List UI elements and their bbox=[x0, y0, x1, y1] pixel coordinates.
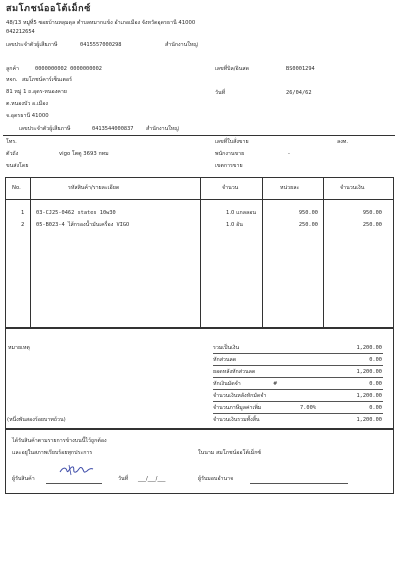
col-divider-4 bbox=[323, 177, 324, 328]
vehicle-label: ตัวถัง bbox=[6, 151, 19, 157]
customer-tax-label: เลขประจำตัวผู้เสียภาษี bbox=[19, 126, 71, 132]
receiver-label: ผู้รับสินค้า bbox=[12, 476, 35, 482]
after-discount-underline bbox=[213, 377, 383, 378]
header-no: No. bbox=[12, 185, 21, 191]
header-unit-price: หน่วยละ bbox=[280, 185, 300, 191]
row-1-unit-price: 950.00 bbox=[298, 210, 318, 216]
row-2-description: 05-B023-4 ไส้กรองน้ำมันเครื่อง VIGO bbox=[36, 222, 130, 228]
grand-total-value: 1,200.00 bbox=[356, 417, 382, 423]
receipt-note-line-2: และอยู่ในสภาพเรียบร้อยทุกประการ bbox=[12, 450, 93, 456]
order-ref-label: เลขที่ใบสั่งขาย bbox=[215, 139, 249, 145]
after-deposit-value: 1,200.00 bbox=[356, 393, 382, 399]
header-amount: จำนวนเงิน bbox=[340, 185, 365, 191]
shipping-label: ขนส่งโดย bbox=[6, 163, 29, 169]
customer-branch: สำนักงานใหญ่ bbox=[146, 126, 179, 132]
order-ref-date-label: ลงท. bbox=[337, 139, 349, 145]
subtotal-value: 1,200.00 bbox=[356, 345, 382, 351]
doc-date: 26/04/62 bbox=[286, 90, 312, 96]
after-discount-value: 1,200.00 bbox=[356, 369, 382, 375]
receive-date-blank: ___/___/___ bbox=[138, 476, 166, 482]
deposit-label: หักเงินมัดจำ bbox=[213, 381, 241, 387]
vat-value: 0.00 bbox=[369, 405, 382, 411]
bill-number-label: เลขที่บิล/อินสด bbox=[215, 66, 250, 72]
row-1-description: 03-CJ25-0462 states 10w30 bbox=[36, 210, 116, 216]
sales-area-label: เขตการขาย bbox=[215, 163, 243, 169]
authorized-label: ผู้รับมอบอำนาจ bbox=[198, 476, 234, 482]
vat-underline bbox=[213, 413, 383, 414]
customer-address-1: 81 หมู่ 1 ถ.อุดร-หนองคาย bbox=[6, 89, 67, 95]
subtotal-label: รวมเป็นเงิน bbox=[213, 345, 240, 351]
customer-code-label: ลูกค้า bbox=[6, 66, 19, 72]
company-name: สมโภชน์ออโต้เม็กซ์ bbox=[6, 4, 91, 14]
after-deposit-underline bbox=[213, 401, 383, 402]
deposit-underline bbox=[213, 389, 383, 390]
phone-label: โทร. bbox=[6, 139, 17, 145]
authorized-signature-line bbox=[250, 483, 348, 484]
on-behalf-of: ในนาม สมโภชน์ออโต้เม็กซ์ bbox=[198, 450, 262, 456]
discount-label: หักส่วนลด bbox=[213, 357, 237, 363]
receipt-note-line-1: ได้รับสินค้าตามรายการข้างบนนี้ไว้ถูกต้อง bbox=[12, 438, 107, 444]
receiver-signature-line bbox=[46, 483, 102, 484]
vat-rate: 7.00% bbox=[300, 405, 316, 411]
grand-total-label: จำนวนเงินรวมทั้งสิ้น bbox=[213, 417, 260, 423]
customer-code: 0000000002 0000000002 bbox=[35, 66, 102, 72]
row-2-amount: 250.00 bbox=[362, 222, 382, 228]
company-branch: สำนักงานใหญ่ bbox=[165, 42, 198, 48]
row-1-no: 1 bbox=[21, 210, 25, 216]
date-label: วันที่ bbox=[215, 90, 226, 96]
deposit-marker: # bbox=[273, 381, 278, 387]
header-quantity: จำนวน bbox=[222, 185, 239, 191]
customer-type-label: หจก. bbox=[6, 77, 18, 83]
company-tax-label: เลขประจำตัวผู้เสียภาษี bbox=[6, 42, 58, 48]
after-discount-label: ยอดหลังหักส่วนลด bbox=[213, 369, 256, 375]
col-divider-2 bbox=[200, 177, 201, 328]
salesperson-dash: - bbox=[288, 151, 290, 157]
discount-value: 0.00 bbox=[369, 357, 382, 363]
after-deposit-label: จำนวนเงินหลังหักมัดจำ bbox=[213, 393, 267, 399]
row-2-no: 2 bbox=[21, 222, 25, 228]
amount-in-words: (หนึ่งพันสองร้อยบาทถ้วน) bbox=[7, 417, 66, 423]
vat-label: จำนวนภาษีมูลค่าเพิ่ม bbox=[213, 405, 262, 411]
customer-tax-id: 0413544000837 bbox=[92, 126, 134, 132]
company-phone: 042212654 bbox=[6, 29, 35, 35]
header-description: รหัสสินค้า/รายละเอียด bbox=[68, 185, 120, 191]
customer-address-3: จ.อุดรธานี 41000 bbox=[6, 113, 49, 119]
company-tax-id: 0415557000298 bbox=[80, 42, 122, 48]
receive-date-label: วันที่ bbox=[118, 476, 129, 482]
vehicle-value: vigo โตตู 3693 กทม bbox=[59, 151, 109, 157]
row-2-quantity: 1.0 อัน bbox=[226, 222, 243, 228]
remark-label: หมายเหตุ bbox=[8, 345, 30, 351]
col-divider-3 bbox=[262, 177, 263, 328]
row-2-unit-price: 250.00 bbox=[298, 222, 318, 228]
subtotal-underline bbox=[213, 353, 383, 354]
salesperson-label: พนักงานขาย bbox=[215, 151, 245, 157]
company-address: 48/13 หมู่ที่5 ซอยบ้านหลุมดุล ตำบลหมากแข้ง อำเภอเมือง จังหวัดอุดรธานี 41000 bbox=[6, 20, 196, 26]
col-divider-1 bbox=[30, 177, 31, 328]
bill-number: BS0001294 bbox=[286, 66, 315, 72]
row-1-amount: 950.00 bbox=[362, 210, 382, 216]
customer-name: สมโภชน์คาร์เซ็นเตอร์ bbox=[22, 77, 72, 83]
row-1-quantity: 1.0 แกลลอน bbox=[226, 210, 257, 216]
deposit-value: 0.00 bbox=[369, 381, 382, 387]
customer-address-2: ต.หนองบัว อ.เมือง bbox=[6, 101, 48, 107]
info-divider bbox=[3, 135, 395, 136]
discount-underline bbox=[213, 365, 383, 366]
receiver-signature-image bbox=[57, 463, 95, 477]
